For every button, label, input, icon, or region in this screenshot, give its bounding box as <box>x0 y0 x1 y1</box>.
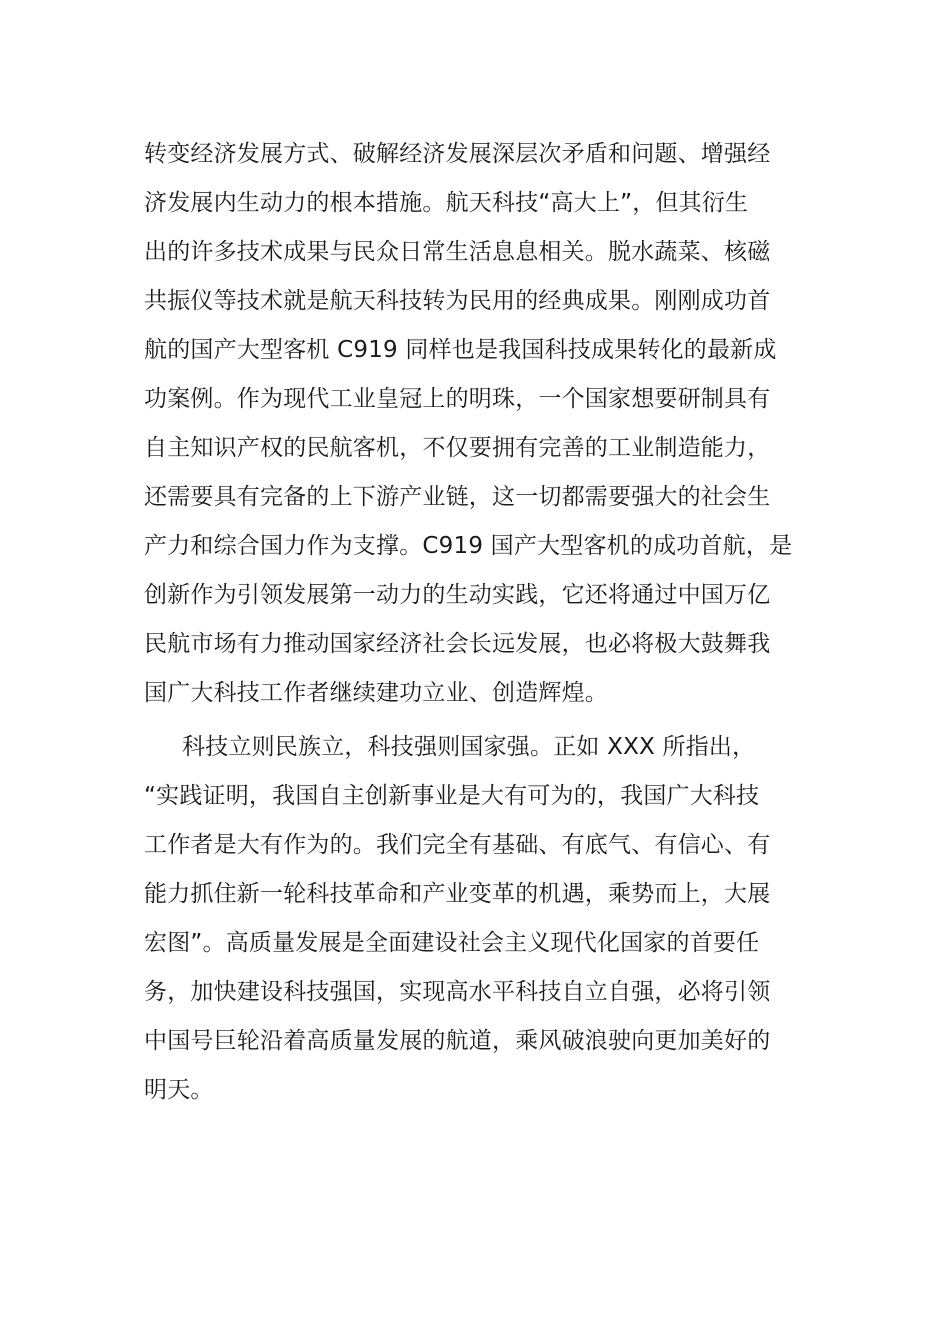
text-line: 宏图”。高质量发展是全面建设社会主义现代化国家的首要任 <box>144 930 760 956</box>
text-line: 出的许多技术成果与民众日常生活息息相关。脱水蔬菜、核磁 <box>144 239 771 265</box>
paragraph-2 <box>144 723 806 1115</box>
text-line: 中国号巨轮沿着高质量发展的航道，乘风破浪驶向更加美好的 <box>144 1028 771 1054</box>
text-line: 功案例。作为现代工业皇冠上的明珠，一个国家想要研制具有 <box>144 386 771 412</box>
text-line: 工作者是大有作为的。我们完全有基础、有底气、有信心、有 <box>144 832 771 858</box>
text-line: “实践证明，我国自主创新事业是大有可为的，我国广大科技 <box>144 783 760 809</box>
text-line: 济发展内生动力的根本措施。航天科技“高大上”，但其衍生 <box>144 190 749 216</box>
document-body <box>144 130 806 1115</box>
text-line: 转变经济发展方式、破解经济发展深层次矛盾和问题、增强经 <box>144 141 771 167</box>
text-line: 务，加快建设科技强国，实现高水平科技自立自强，必将引领 <box>144 979 771 1005</box>
paragraph-1 <box>144 130 806 718</box>
text-line: 还需要具有完备的上下游产业链，这一切都需要强大的社会生 <box>144 484 771 510</box>
text-line: 民航市场有力推动国家经济社会长远发展，也必将极大鼓舞我 <box>144 631 771 657</box>
text-line: 创新作为引领发展第一动力的生动实践，它还将通过中国万亿 <box>144 582 771 608</box>
text-line: 共振仪等技术就是航天科技转为民用的经典成果。刚刚成功首 <box>144 288 771 314</box>
text-line: 明天。 <box>144 1077 214 1103</box>
text-line: 能力抓住新一轮科技革命和产业变革的机遇，乘势而上，大展 <box>144 881 771 907</box>
text-line: 国广大科技工作者继续建功立业、创造辉煌。 <box>144 680 608 706</box>
text-line: 自主知识产权的民航客机，不仅要拥有完善的工业制造能力， <box>144 435 771 461</box>
text-line: 航的国产大型客机 C919 同样也是我国科技成果转化的最新成 <box>144 337 777 363</box>
text-line: 产力和综合国力作为支撑。C919 国产大型客机的成功首航，是 <box>144 533 793 559</box>
text-line: 科技立则民族立，科技强则国家强。正如 XXX 所指出， <box>182 734 756 760</box>
